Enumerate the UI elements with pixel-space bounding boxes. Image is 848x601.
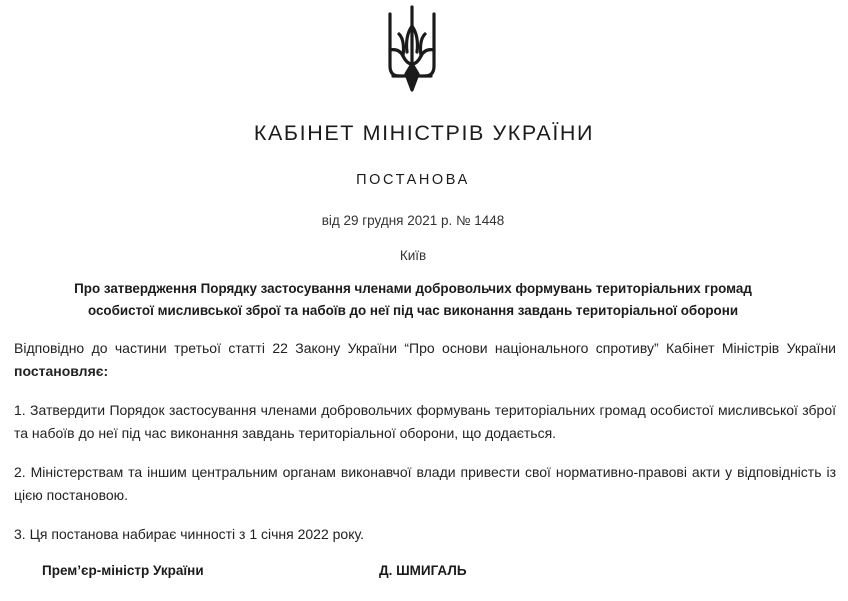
document-title: [40, 278, 786, 322]
document-title-line-1: Про затвердження Порядку застосування членами добровольчих формувань територіальних громад: [74, 281, 752, 296]
document-type: ПОСТАНОВА: [356, 172, 470, 188]
signatory-name: Д. ШМИГАЛЬ: [379, 563, 467, 578]
preamble-resolves: постановляє:: [14, 363, 109, 379]
signatory-role: Прем’єр-міністр України: [42, 563, 204, 578]
clause-1-paragraph: 1. Затвердити Порядок застосування членами добровольчих формувань територіальних громад особистої мисливської зброї та набоїв до неї під час виконання завдань територіальної оборони, що додається.: [14, 402, 836, 441]
document-city: Київ: [399, 248, 427, 263]
clause-2-paragraph: 2. Міністерствам та іншим центральним органам виконавчої влади привести свої нормативно-правові акти у відповідність із цією постановою.: [14, 464, 836, 503]
organization-title: КАБІНЕТ МІНІСТРІВ УКРАЇНИ: [253, 121, 595, 145]
preamble-text: Відповідно до частини третьої статті 22 Закону України “Про основи національного спротиву” Кабінет Міністрів України: [14, 340, 836, 356]
document-title-line-2: особистої мисливської зброї та набоїв до неї під час виконання завдань територіальної оборони: [87, 303, 739, 318]
trident-coat-of-arms-icon: [385, 4, 439, 94]
preamble-paragraph: [14, 337, 836, 383]
clause-3-paragraph: 3. Ця постанова набирає чинності з 1 січня 2022 року.: [14, 526, 364, 542]
document-date-number: від 29 грудня 2021 р. № 1448: [321, 213, 505, 228]
